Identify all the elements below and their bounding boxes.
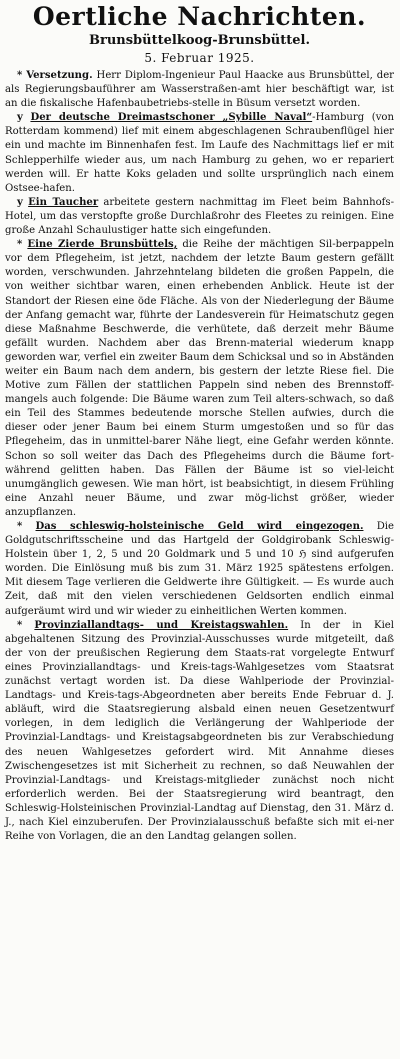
locality-heading: Brunsbüttelkoog-Brunsbüttel.: [89, 33, 310, 48]
item-marker: y: [17, 112, 23, 124]
item-marker: y: [17, 196, 23, 208]
item-marker: *: [17, 619, 23, 631]
section-title: Oertliche Nachrichten.: [32, 2, 367, 31]
news-item-headline: Eine Zierde Brunsbüttels,: [27, 239, 178, 251]
news-item-body: Die Goldgutschriftsscheine und das Hartgeld der Goldgirobank Schleswig-Holstein über 1, 2, 5 und 20 Goldmark und 5 und 10 ℌ sind aufgerufen worden. Die Einlösung muß bis zum 31. März 1925 spätestens erfolgen. Mit diesem Tage verlieren die Geldwerte ihre Gültigkeit. — Es wurde auch Zeit, daß mit den vielen verschiedenen Geldsorten endlich einmal aufgeräumt wird und wir wieder zu einheitlichen Werten kommen.: [5, 521, 394, 617]
dateline: 5. Februar 1925.: [144, 51, 255, 65]
news-item-body: Herr Diplom-Ingenieur Paul Haacke aus Brunsbüttel, der als Regierungsbauführer am Wasserstraßen-amt hier beschäftigt war, ist an die fiskalische Hafenbaubetriebs-stelle in Büsum versetzt worden.: [5, 70, 394, 110]
news-item-headline: Das schleswig-holsteinische Geld wird eingezogen.: [35, 521, 364, 532]
news-item-headline: Provinziallandtags- und Kreistagswahlen.: [34, 619, 289, 631]
news-items: [5, 69, 394, 844]
news-item-versetzung: [5, 69, 394, 111]
news-item-body: In der in Kiel abgehaltenen Sitzung des Provinzial-Ausschusses wurde mitgeteilt, daß der von der preußischen Regierung dem Staats-rat vorgelegte Entwurf eines Provinziallandtags- und Kreis-tags-Wahlgesetzes vom Staatsrat zunächst vertagt worden ist. Da diese Wahlperiode der Provinzial-Landtags- und Kreis-tags-Abgeordneten aber bereits Ende Februar d. J. abläuft, wird die Staatsregierung alsbald einen neuen Gesetzentwurf vorlegen, in dem lediglich die Verlängerung der Wahlperiode der Provinzial-Landtags- und Kreistagsabgeordneten bis zur Verabschiedung des neuen Wahlgesetzes gefordert wird. Mit Annahme dieses Zwischengesetzes ist mit Sicherheit zu rechnen, so daß Neuwahlen der Provinzial-Landtags- und Kreistags-mitglieder zunächst noch nicht erforderlich werden. Bei der Staatsregierung wird beantragt, den Schleswig-Holsteinischen Provinzial-Landtag auf Dienstag, den 31. März d. J., nach Kiel einzuberufen. Der Provinzialausschuß befaßte sich mit ei-ner Reihe von Vorlagen, die an den Landtag gelangen sollen.: [5, 619, 394, 843]
news-item-headline: Versetzung.: [26, 70, 93, 81]
news-item-headline: Der deutsche Dreimastschoner „Sybille Naval“: [30, 112, 313, 124]
news-item-body: arbeitete gestern nachmittag im Fleet beim Bahnhofs-Hotel, um das verstopfte große Durchlaßrohr des Fleetes zu reinigen. Eine große Anzahl Schaulustiger hatte sich eingefunden.: [5, 196, 394, 237]
news-item-pappeln: [5, 238, 394, 520]
item-marker: *: [17, 70, 23, 81]
news-item-geld: [5, 520, 394, 619]
news-item-body: -Hamburg (von Rotterdam kommend) lief mit einem abgeschlagenen Schraubenflügel hier ein und machte im Binnenhafen fest. Im Laufe des Nachmittags lief er mit Schlepperhilfe wieder aus, um nach Hamburg zu gehen, wo er repariert werden will. Er hatte Koks geladen und sollte ursprünglich nach einem Ostsee-hafen.: [5, 112, 394, 194]
news-item-dreimastschoner: [5, 111, 394, 196]
news-item-wahlen: [5, 619, 394, 845]
news-item-taucher: [5, 196, 394, 238]
masthead: [5, 2, 394, 67]
item-marker: *: [17, 521, 23, 532]
news-item-headline: Ein Taucher: [28, 196, 99, 208]
item-marker: *: [17, 239, 23, 251]
news-item-body: die Reihe der mächtigen Sil-berpappeln vor dem Pflegeheim, ist jetzt, nachdem der letzte Baum gestern gefällt worden, verschwunden. Jahrzehntelang bildeten die großen Pappeln, die von weither sichtbar waren, einen erhebenden Anblick. Heute ist der Standort der Riesen eine öde Fläche. Als von der Niederlegung der Bäume der Anfang gemacht war, führte der Landesverein für Heimatschutz gegen diese Maßnahme Beschwerde, die verhütete, daß derzeit mehr Bäume gefällt wurden. Nachdem aber das Brenn-material wiederum knapp geworden war, verfiel ein zweiter Baum dem Schicksal und so in Abständen weiter ein Baum nach dem andern, bis gestern der letzte Riese fiel. Die Motive zum Fällen der stattlichen Pappeln sind neben des Brennstoff-mangels auch folgende: Die Bäume waren zum Teil alters-schwach, so daß ein Teil des Stammes bedeutende morsche Stellen aufwies, durch die dieser oder jener Baum bei einem Sturm umgestoßen und so für das Pflegeheim, das in unmittel-barer Nähe liegt, eine Gefahr werden könnte. Schon so soll weiter das Dach des Pflegeheims durch die Bäume fort-während gelitten haben. Das Fällen der Bäume ist so viel-leicht unumgänglich gewesen. Wie man hört, ist beabsichtigt, in diesem Frühling eine Anzahl neuer Bäume, und zwar mög-lichst größer, wieder anzupflanzen.: [5, 239, 394, 518]
